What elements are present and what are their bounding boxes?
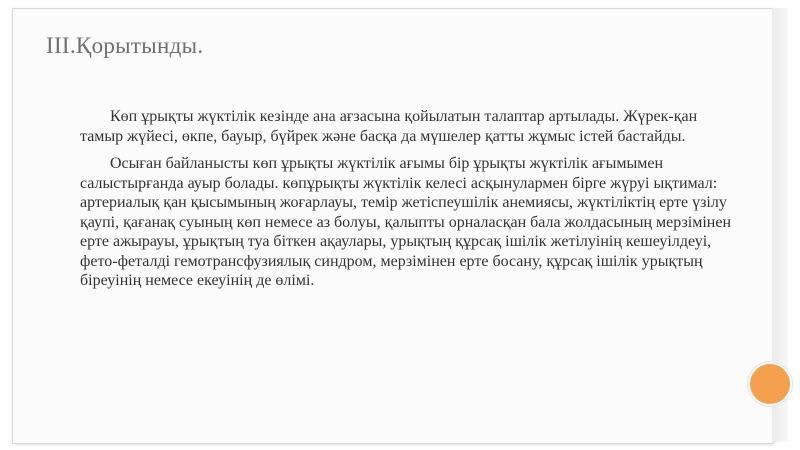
paragraph-1: Көп ұрықты жүктілік кезінде ана ағзасына қойылатын талаптар артылады. Жүрек-қан тамыр жүйесі, өкпе, бауыр, бүйрек және басқа да мүшелер қатты жұмыс істей бастайды. bbox=[80, 108, 698, 145]
accent-circle bbox=[748, 362, 792, 406]
paragraph-2: Осыған байланысты көп ұрықты жүктілік ағымы бір ұрықты жүктілік ағымымен салыстырғанда ауыр болады. көпұрықты жүктілік келесі асқынулармен бірге жүруі ықтимал: артериалық қан қысымының жоғарлауы, темір жетіспеушілік анемиясы, жүктіліктің ерте үзілу қаупі, қағанақ суының көп немесе аз болуы, қалыпты орналасқан бала жолдасының мерзімінен ерте ажырауы, ұрықтың туа біткен ақаулары, урықтың құрсақ ішілік жетілуінің кешеуілдеуі, фето-феталді гемотрансфузиялық синдром, мерзімінен ерте босану, құрсақ ішілік урықтың біреуінің немесе екеуінің де өлімі. bbox=[80, 155, 732, 289]
slide-body bbox=[80, 107, 740, 299]
slide-title: III.Қорытынды. bbox=[46, 33, 204, 58]
